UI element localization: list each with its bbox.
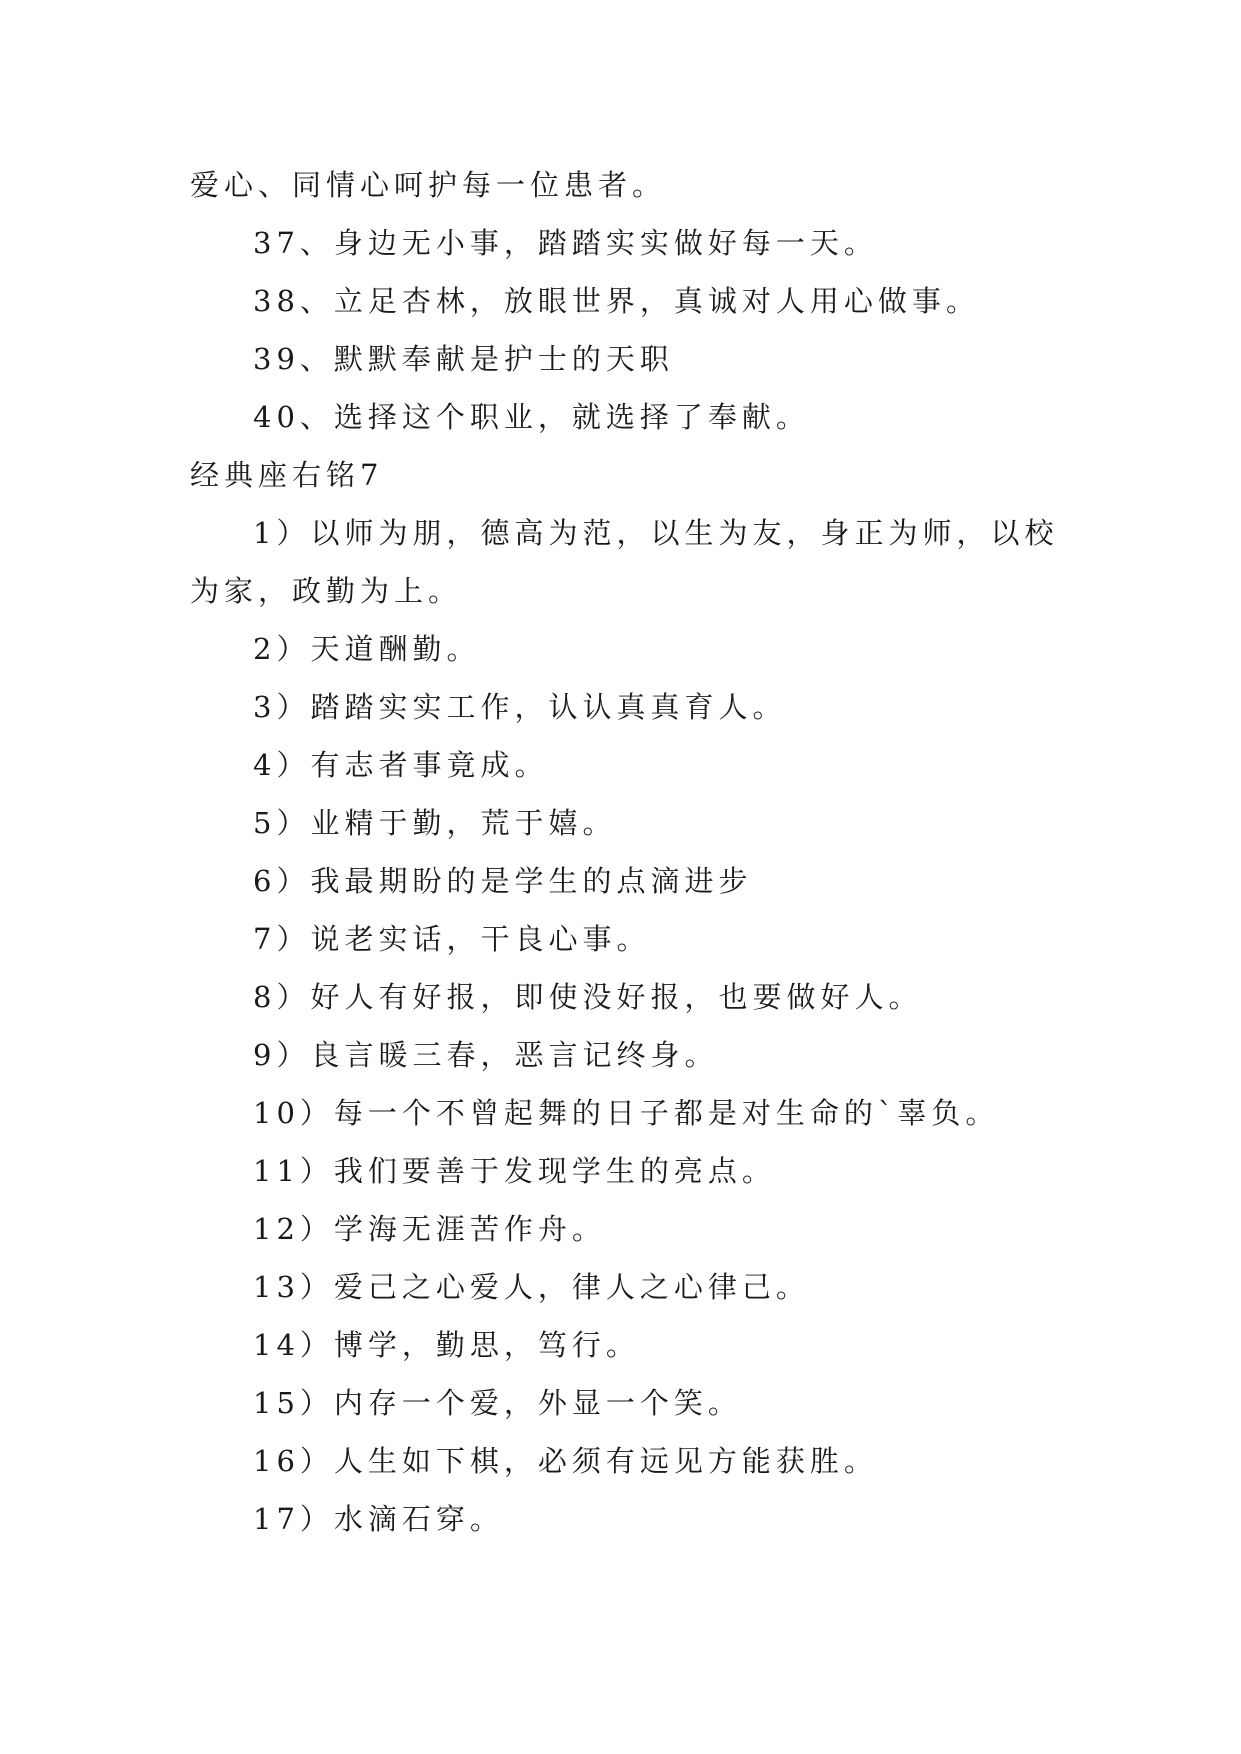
list-item: 4）有志者事竟成。: [253, 748, 549, 782]
list-item: 7）说老实话，干良心事。: [253, 922, 651, 956]
list-item: 13）爱己之心爱人，律人之心律己。: [253, 1270, 810, 1304]
list-item: 8）好人有好报，即使没好报，也要做好人。: [253, 980, 923, 1014]
list-item: 2）天道酬勤。: [253, 632, 481, 666]
list-item: 9）良言暖三春，恶言记终身。: [253, 1038, 719, 1072]
list-item: 37、身边无小事，踏踏实实做好每一天。: [253, 226, 878, 260]
list-item: 39、默默奉献是护士的天职: [253, 342, 674, 376]
list-item: 1）以师为朋，德高为范，以生为友，身正为师，以校: [253, 516, 1059, 550]
list-item: 16）人生如下棋，必须有远见方能获胜。: [253, 1444, 878, 1478]
paragraph-continuation: 爱心、同情心呵护每一位患者。: [190, 168, 667, 202]
list-item: 38、立足杏林，放眼世界，真诚对人用心做事。: [253, 284, 980, 318]
list-item: 15）内存一个爱，外显一个笑。: [253, 1386, 742, 1420]
list-item: 11）我们要善于发现学生的亮点。: [253, 1154, 776, 1188]
list-item-continuation: 为家，政勤为上。: [190, 574, 463, 608]
list-item: 3）踏踏实实工作，认认真真育人。: [253, 690, 787, 724]
list-item: 40、选择这个职业，就选择了奉献。: [253, 400, 810, 434]
list-item: 6）我最期盼的是学生的点滴进步: [253, 864, 753, 898]
section-heading: 经典座右铭7: [190, 458, 384, 492]
list-item: 12）学海无涯苦作舟。: [253, 1212, 606, 1246]
list-item: 5）业精于勤，荒于嬉。: [253, 806, 617, 840]
list-item: 10）每一个不曾起舞的日子都是对生命的`辜负。: [253, 1096, 1000, 1130]
list-item: 14）博学，勤思，笃行。: [253, 1328, 640, 1362]
list-item: 17）水滴石穿。: [253, 1502, 504, 1536]
